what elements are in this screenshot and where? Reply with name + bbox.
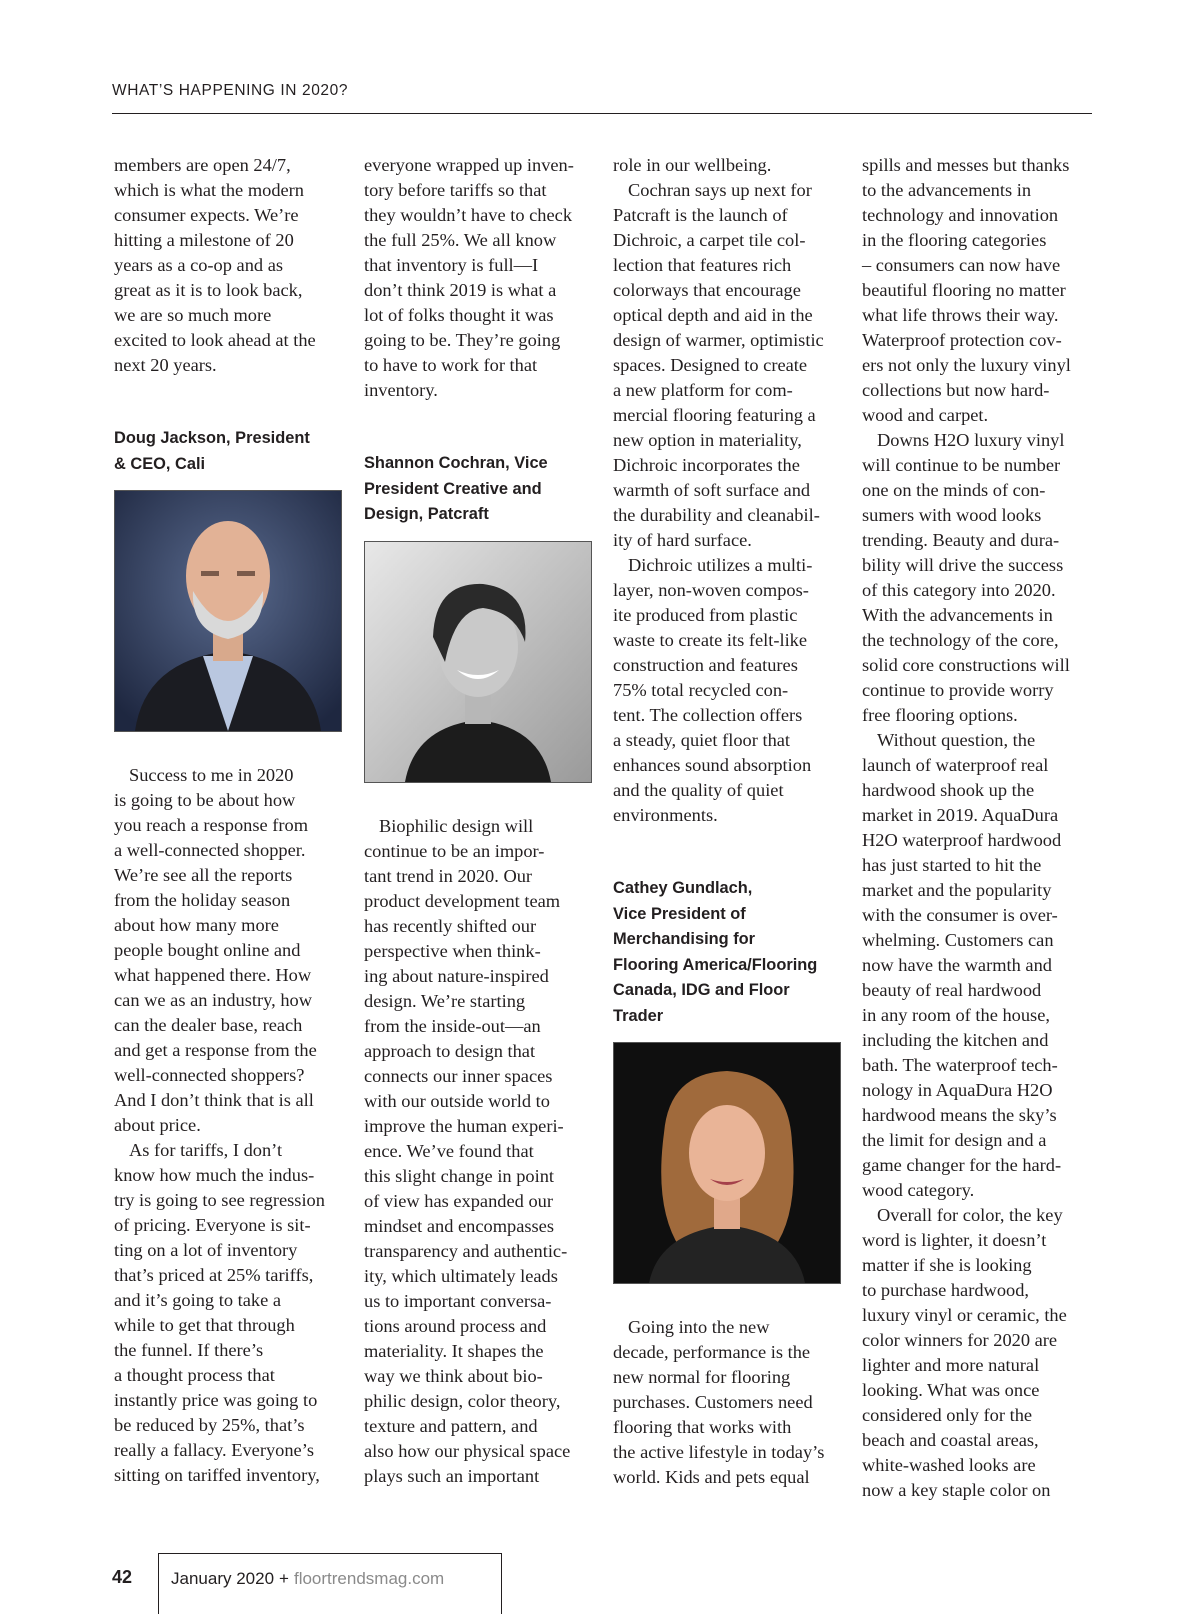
byline-shannon-cochran (364, 451, 592, 528)
text-line: construction and features (613, 655, 798, 675)
text-line: spills and messes but thanks (862, 155, 1070, 175)
text-line: what life throws their way. (862, 305, 1059, 325)
text-line: is going to be about how (114, 790, 296, 810)
text-line: launch of waterproof real (862, 755, 1049, 775)
text-line: decade, performance is the (613, 1342, 811, 1362)
text-line: new option in materiality, (613, 430, 802, 450)
text-line: excited to look ahead at the (114, 330, 316, 350)
text-line: approach to design that (364, 1040, 536, 1061)
text-line: they wouldn’t have to check (364, 205, 573, 225)
text-line: a thought process that (114, 1365, 275, 1385)
text-line: nology in AquaDura H2O (862, 1080, 1053, 1100)
text-line: luxury vinyl or ceramic, the (862, 1305, 1067, 1325)
text-line: materiality. It shapes the (364, 1340, 544, 1361)
text-line: to the advancements in (862, 180, 1032, 200)
text-line: from the inside-out—an (364, 1015, 541, 1036)
text-line: beauty of real hardwood (862, 980, 1042, 1000)
text-line: spaces. Designed to create (613, 355, 808, 375)
byline-line: Doug Jackson, President (114, 429, 310, 447)
text-line: people bought online and (114, 940, 301, 960)
text-line: Success to me in 2020 (129, 765, 294, 785)
text-line: beautiful flooring no matter (862, 280, 1066, 300)
text-line: us to important conversa- (364, 1290, 552, 1311)
text-line: Dichroic utilizes a multi- (628, 555, 813, 575)
text-line: and get a response from the (114, 1040, 317, 1060)
text-line: continue to be an impor- (364, 840, 545, 861)
text-line: design. We’re starting (364, 990, 526, 1011)
photo-cathey-gundlach (613, 1042, 841, 1284)
text-line: H2O waterproof hardwood (862, 830, 1062, 850)
text-line: in any room of the house, (862, 1005, 1050, 1025)
text-line: you reach a response from (114, 815, 309, 835)
footer-box (158, 1553, 502, 1614)
text-line: product development team (364, 890, 561, 911)
text-line: Waterproof protection cov- (862, 330, 1062, 350)
byline-line: Cathey Gundlach, (613, 879, 753, 897)
text-line: to have to work for that (364, 355, 538, 375)
text-line: sitting on tariffed inventory, (114, 1465, 320, 1485)
text-line: tory before tariffs so that (364, 180, 547, 200)
text-line: of view has expanded our (364, 1190, 553, 1211)
byline-line: Merchandising for (613, 930, 756, 948)
text-line: We’re see all the reports (114, 865, 293, 885)
text-line: a steady, quiet floor that (613, 730, 791, 750)
text-line: the limit for design and a (862, 1130, 1047, 1150)
text-line: of pricing. Everyone is sit- (114, 1215, 311, 1235)
text-line: ence. We’ve found that (364, 1140, 534, 1161)
byline-line: Flooring America/Flooring (613, 955, 818, 974)
text-line: warmth of soft surface and (613, 480, 811, 500)
text-line: years as a co-op and as (114, 255, 284, 275)
text-line: Downs H2O luxury vinyl (877, 430, 1065, 450)
col3-intro (613, 153, 841, 828)
section-title: WHAT’S HAPPENING IN 2020? (112, 82, 349, 99)
text-line: the full 25%. We all know (364, 230, 557, 250)
text-line: with our outside world to (364, 1090, 550, 1111)
website-link[interactable]: floortrendsmag.com (293, 1569, 445, 1588)
text-line: mindset and encompasses (364, 1215, 554, 1236)
text-line: know how much the indus- (114, 1165, 315, 1185)
text-line: next 20 years. (114, 355, 217, 375)
text-line: and it’s going to take a (114, 1290, 282, 1310)
text-line: flooring that works with (613, 1417, 792, 1437)
text-line: lot of folks thought it was (364, 305, 554, 325)
text-line: tent. The collection offers (613, 705, 803, 725)
column-4 (862, 153, 1090, 1503)
footer-issue-line (171, 1569, 444, 1589)
text-line: be reduced by 25%, that’s (114, 1415, 305, 1435)
text-line: ting on a lot of inventory (114, 1240, 298, 1260)
text-line: environments. (613, 805, 718, 825)
text-line: And I don’t think that is all (114, 1090, 314, 1110)
text-line: hardwood means the sky’s (862, 1105, 1057, 1125)
text-line: has recently shifted our (364, 915, 537, 936)
text-line: looking. What was once (862, 1380, 1040, 1400)
text-line: world. Kids and pets equal (613, 1467, 810, 1487)
text-line: wood category. (862, 1180, 975, 1200)
text-line: texture and pattern, and (364, 1415, 538, 1436)
text-line: members are open 24/7, (114, 155, 291, 175)
text-line: 75% total recycled con- (613, 680, 789, 700)
byline-line: Design, Patcraft (364, 505, 489, 523)
byline-doug-jackson (114, 426, 342, 477)
text-line: can we as an industry, how (114, 990, 312, 1010)
text-line: plays such an important (364, 1465, 540, 1486)
text-line: about how many more (114, 915, 279, 935)
text-line: collections but now hard- (862, 380, 1050, 400)
text-line: has just started to hit the (862, 855, 1042, 875)
text-line: don’t think 2019 is what a (364, 280, 557, 300)
text-line: which is what the modern (114, 180, 304, 200)
text-line: tant trend in 2020. Our (364, 865, 533, 886)
text-line: new normal for flooring (613, 1367, 791, 1387)
text-line: instantly price was going to (114, 1390, 318, 1410)
byline-cathey-gundlach (613, 876, 841, 1029)
text-line: lighter and more natural (862, 1355, 1040, 1375)
page-footer (112, 1553, 502, 1613)
text-line: a new platform for com- (613, 380, 793, 400)
text-line: tions around process and (364, 1315, 547, 1336)
text-line: mercial flooring featuring a (613, 405, 816, 425)
text-line: going to be. They’re going (364, 330, 561, 350)
text-line: will continue to be number (862, 455, 1061, 475)
page-number: 42 (112, 1567, 133, 1587)
text-line: considered only for the (862, 1405, 1033, 1425)
text-line: perspective when think- (364, 940, 541, 961)
issue-date: January 2020 (171, 1569, 275, 1588)
text-line: enhances sound absorption (613, 755, 812, 775)
text-line: bath. The waterproof tech- (862, 1055, 1058, 1075)
text-line: that inventory is full—I (364, 255, 539, 275)
byline-line: & CEO, Cali (114, 454, 206, 473)
text-line: that’s priced at 25% tariffs, (114, 1265, 314, 1285)
text-line: we are so much more (114, 305, 272, 325)
text-line: way we think about bio- (364, 1365, 543, 1386)
text-line: lection that features rich (613, 255, 792, 275)
text-line: solid core constructions will (862, 655, 1070, 675)
text-line: sumers with wood looks (862, 505, 1042, 525)
text-line: colorways that encourage (613, 280, 801, 300)
text-line: the active lifestyle in today’s (613, 1442, 825, 1462)
text-line: optical depth and aid in the (613, 305, 813, 325)
text-line: well-connected shoppers? (114, 1065, 305, 1085)
col2-intro (364, 153, 592, 403)
byline-line: Trader (613, 1006, 664, 1025)
text-line: now have the warmth and (862, 955, 1052, 975)
text-line: improve the human experi- (364, 1115, 564, 1136)
text-line: wood and carpet. (862, 405, 989, 425)
text-line: can the dealer base, reach (114, 1015, 303, 1035)
text-line: really a fallacy. Everyone’s (114, 1440, 314, 1460)
text-line: – consumers can now have (862, 255, 1061, 275)
col2-body (364, 814, 592, 1489)
text-line: now a key staple color on (862, 1480, 1051, 1500)
byline-line: Shannon Cochran, Vice (364, 454, 548, 472)
text-line: word is lighter, it doesn’t (862, 1230, 1047, 1250)
text-line: free flooring options. (862, 705, 1018, 725)
text-line: to purchase hardwood, (862, 1280, 1029, 1300)
text-line: while to get that through (114, 1315, 295, 1335)
text-line: Dichroic incorporates the (613, 455, 800, 475)
column-3 (613, 153, 841, 1490)
text-line: trending. Beauty and dura- (862, 530, 1060, 550)
text-line: the durability and cleanabil- (613, 505, 820, 525)
text-line: Going into the new (628, 1317, 770, 1337)
text-line: ing about nature-inspired (364, 965, 549, 986)
photo-doug-jackson (114, 490, 342, 732)
col1-intro (114, 153, 342, 378)
text-line: one on the minds of con- (862, 480, 1046, 500)
text-line: everyone wrapped up inven- (364, 155, 574, 175)
text-line: transparency and authentic- (364, 1240, 568, 1261)
photo-shannon-cochran (364, 541, 592, 783)
text-line: With the advancements in (862, 605, 1053, 625)
text-line: waste to create its felt-like (613, 630, 808, 650)
text-line: Cochran says up next for (628, 180, 812, 200)
text-line: including the kitchen and (862, 1030, 1049, 1050)
text-line: design of warmer, optimistic (613, 330, 824, 350)
text-line: try is going to see regression (114, 1190, 325, 1210)
text-line: inventory. (364, 380, 438, 400)
text-line: Patcraft is the launch of (613, 205, 788, 225)
text-line: market and the popularity (862, 880, 1052, 900)
text-line: continue to provide worry (862, 680, 1054, 700)
text-line: hitting a milestone of 20 (114, 230, 294, 250)
text-line: ity, which ultimately leads (364, 1265, 558, 1286)
text-line: ers not only the luxury vinyl (862, 355, 1071, 375)
text-line: with the consumer is over- (862, 905, 1058, 925)
col3-body (613, 1315, 841, 1490)
text-line: game changer for the hard- (862, 1155, 1062, 1175)
text-line: color winners for 2020 are (862, 1330, 1058, 1350)
text-line: also how our physical space (364, 1440, 571, 1461)
text-line: technology and innovation (862, 205, 1059, 225)
text-line: As for tariffs, I don’t (129, 1140, 283, 1160)
text-line: this slight change in point (364, 1165, 555, 1186)
text-line: the funnel. If there’s (114, 1340, 264, 1360)
text-line: bility will drive the success (862, 555, 1064, 575)
text-line: matter if she is looking (862, 1255, 1032, 1275)
text-line: ite produced from plastic (613, 605, 798, 625)
text-line: Dichroic, a carpet tile col- (613, 230, 806, 250)
text-line: about price. (114, 1115, 201, 1135)
column-1 (114, 153, 342, 1488)
footer-separator: + (279, 1569, 289, 1588)
text-line: market in 2019. AquaDura (862, 805, 1059, 825)
text-line: whelming. Customers can (862, 930, 1054, 950)
col4-body (862, 153, 1090, 1503)
byline-line: Canada, IDG and Floor (613, 981, 790, 999)
text-line: Overall for color, the key (877, 1205, 1063, 1225)
byline-line: President Creative and (364, 479, 542, 498)
text-line: purchases. Customers need (613, 1392, 813, 1412)
text-line: Without question, the (877, 730, 1036, 750)
text-line: from the holiday season (114, 890, 291, 910)
portrait-woman-icon (614, 1043, 840, 1283)
text-line: connects our inner spaces (364, 1065, 553, 1086)
text-line: beach and coastal areas, (862, 1430, 1039, 1450)
text-line: Biophilic design will (379, 815, 534, 836)
text-line: ity of hard surface. (613, 530, 752, 550)
col1-body (114, 763, 342, 1488)
text-line: the technology of the core, (862, 630, 1059, 650)
text-line: a well-connected shopper. (114, 840, 306, 860)
text-line: consumer expects. We’re (114, 205, 299, 225)
column-2 (364, 153, 592, 1489)
section-header (112, 80, 1092, 114)
text-line: role in our wellbeing. (613, 155, 772, 175)
text-line: what happened there. How (114, 965, 312, 985)
byline-line: Vice President of (613, 904, 746, 923)
portrait-woman-icon (365, 542, 591, 782)
text-line: in the flooring categories (862, 230, 1047, 250)
text-line: philic design, color theory, (364, 1390, 561, 1411)
text-line: of this category into 2020. (862, 580, 1056, 600)
text-line: hardwood shook up the (862, 780, 1035, 800)
text-line: great as it is to look back, (114, 280, 303, 300)
text-line: layer, non-woven compos- (613, 580, 809, 600)
portrait-man-icon (115, 491, 341, 731)
text-line: white-washed looks are (862, 1455, 1036, 1475)
text-line: and the quality of quiet (613, 780, 784, 800)
